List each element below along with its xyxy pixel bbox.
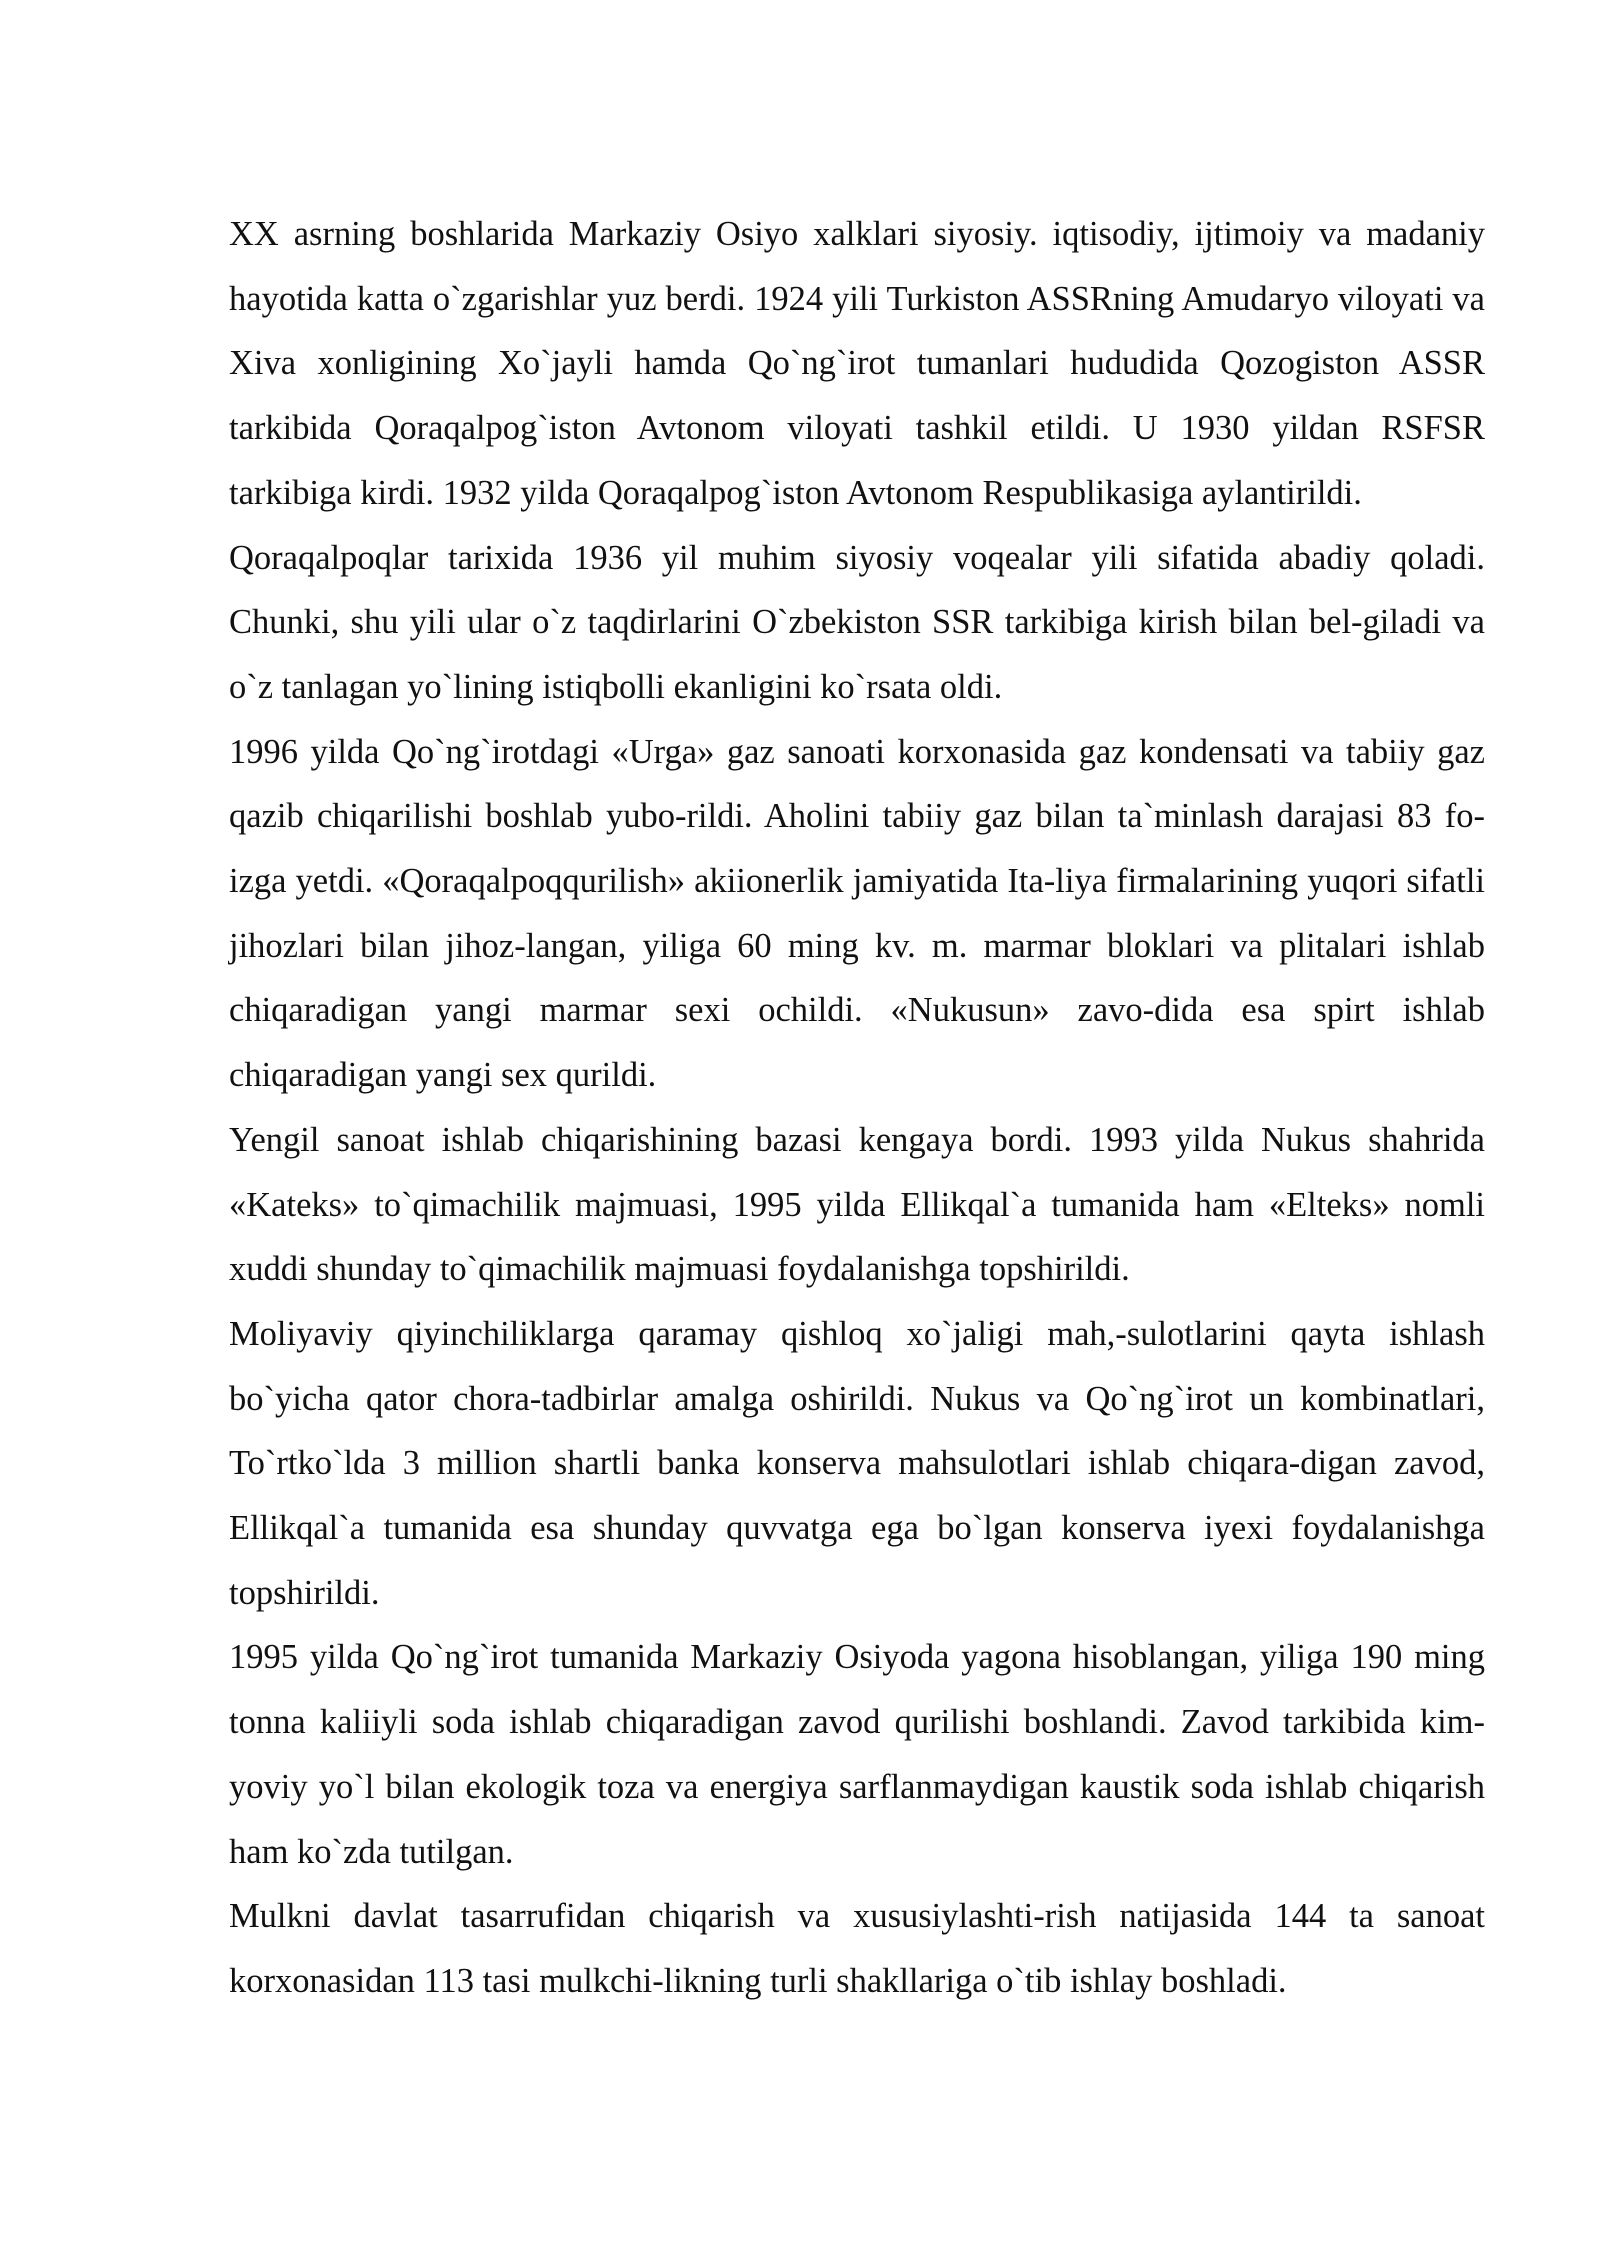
document-body: [229, 202, 1485, 2014]
paragraph-1: XX asrning boshlarida Markaziy Osiyo xalklari siyosiy. iqtisodiy, ijtimoiy va madaniy hayotida katta o`zgarishlar yuz berdi. 1924 yili Turkiston ASSRning Amudaryo viloyati va Xiva xonligining Xo`jayli hamda Qo`ng`irot tumanlari hududida Qozogiston ASSR tarkibida Qoraqalpog`iston Avtonom viloyati tashkil etildi. U 1930 yildan RSFSR tarkibiga kirdi. 1932 yilda Qoraqalpog`iston Avtonom Respublikasiga aylantirildi.: [229, 215, 1485, 512]
paragraph-7: Mulkni davlat tasarrufidan chiqarish va xususiylashti-rish natijasida 144 ta sanoat korxonasidan 113 tasi mulkchi-likning turli shakllariga o`tib ishlay boshladi.: [229, 1897, 1485, 2000]
paragraph-3: 1996 yilda Qo`ng`irotdagi «Urga» gaz sanoati korxonasida gaz kondensati va tabiiy gaz qazib chiqarilishi boshlab yubo-rildi. Aholini tabiiy gaz bilan ta`minlash darajasi 83 fo-izga yetdi. «Qoraqalpoqqurilish» akiionerlik jamiyatida Ita-liya firmalarining yuqori sifatli jihozlari bilan jihoz-langan, yiliga 60 ming kv. m. marmar bloklari va plitalari ishlab chiqaradigan yangi marmar sexi ochildi. «Nukusun» zavo-dida esa spirt ishlab chiqaradigan yangi sex qurildi.: [229, 732, 1485, 1095]
paragraph-5: Moliyaviy qiyinchiliklarga qaramay qishloq xo`jaligi mah,-sulotlarini qayta ishlash bo`yicha qator chora-tadbirlar amalga oshirildi. Nukus va Qo`ng`irot un kombinatlari, To`rtko`lda 3 million shartli banka konserva mahsulotlari ishlab chiqara-digan zavod, Ellikqal`a tumanida esa shunday quvvatga ega bo`lgan konserva iyexi foydalanishga topshirildi.: [229, 1314, 1485, 1612]
paragraph-4: Yengil sanoat ishlab chiqarishining bazasi kengaya bordi. 1993 yilda Nukus shahrida «Kateks» to`qimachilik majmuasi, 1995 yilda Ellikqal`a tumanida ham «Elteks» nomli xuddi shunday to`qimachilik majmuasi foydalanishga topshirildi.: [229, 1120, 1485, 1289]
paragraph-2: Qoraqalpoqlar tarixida 1936 yil muhim siyosiy voqealar yili sifatida abadiy qoladi. Chunki, shu yili ular o`z taqdirlarini O`zbekiston SSR tarkibiga kirish bilan bel-giladi va o`z tanlagan yo`lining istiqbolli ekanligini ko`rsata oldi.: [229, 538, 1485, 706]
paragraph-6: 1995 yilda Qo`ng`irot tumanida Markaziy Osiyoda yagona hisoblangan, yiliga 190 ming tonna kaliiyli soda ishlab chiqaradigan zavod qurilishi boshlandi. Zavod tarkibida kim-yoviy yo`l bilan ekologik toza va energiya sarflanmaydigan kaustik soda ishlab chiqarish ham ko`zda tutilgan.: [229, 1638, 1485, 1871]
